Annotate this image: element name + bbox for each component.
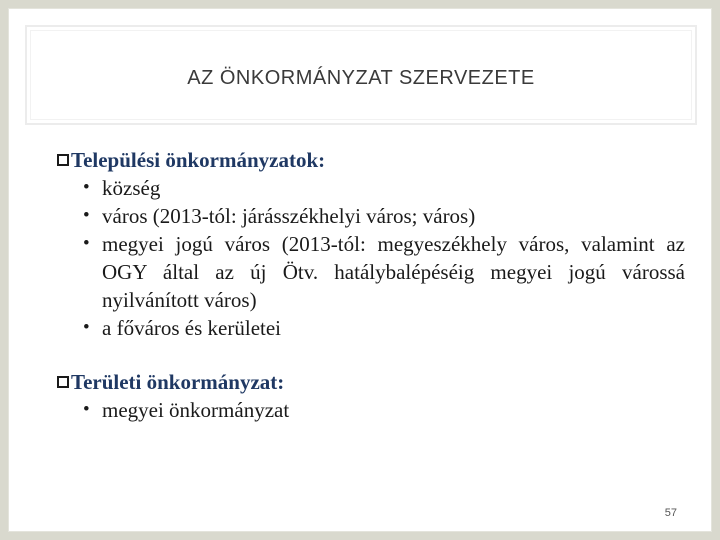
list-item-text: megyei önkormányzat bbox=[102, 398, 290, 422]
bullet-list bbox=[57, 396, 685, 424]
bullet-icon: • bbox=[83, 317, 90, 338]
slide-title: AZ ÖNKORMÁNYZAT SZERVEZETE bbox=[187, 66, 535, 89]
section-heading-text: Területi önkormányzat: bbox=[71, 370, 285, 394]
section-heading bbox=[57, 368, 685, 396]
bullet-icon: • bbox=[83, 233, 90, 254]
list-item-text: község bbox=[102, 176, 161, 200]
page-number: 57 bbox=[664, 507, 677, 519]
checkbox-bullet-icon bbox=[57, 376, 69, 388]
list-item-text: megyei jogú város (2013-tól: megyeszékhely város, valamint az OGY által az új Ötv. hatálybalépéséig megyei jogú várossá nyilvánított város) bbox=[102, 232, 685, 312]
bullet-icon: • bbox=[83, 399, 90, 420]
slide bbox=[8, 8, 712, 532]
list-item-text: város (2013-tól: járásszékhelyi város; város) bbox=[102, 204, 476, 228]
list-item bbox=[83, 202, 685, 230]
title-box bbox=[25, 25, 697, 125]
list-item bbox=[83, 314, 685, 342]
section-heading bbox=[57, 146, 685, 174]
bullet-icon: • bbox=[83, 205, 90, 226]
list-item bbox=[83, 174, 685, 202]
list-item bbox=[83, 230, 685, 314]
section-heading-text: Települési önkormányzatok: bbox=[71, 148, 326, 172]
slide-content bbox=[57, 146, 685, 424]
checkbox-bullet-icon bbox=[57, 154, 69, 166]
bullet-icon: • bbox=[83, 177, 90, 198]
list-item-text: a főváros és kerületei bbox=[102, 316, 282, 340]
bullet-list bbox=[57, 174, 685, 342]
list-item bbox=[83, 396, 685, 424]
